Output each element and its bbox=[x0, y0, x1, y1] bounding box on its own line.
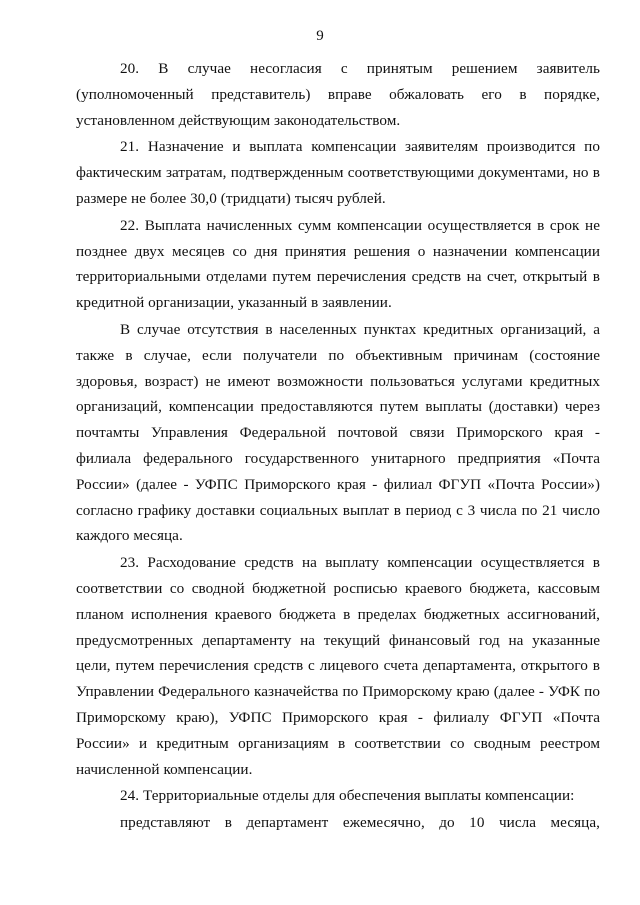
paragraph-24: 24. Территориальные отделы для обеспечения выплаты компенсации: bbox=[120, 787, 575, 805]
document-body bbox=[76, 56, 600, 836]
paragraph-24-item: представляют в департамент ежемесячно, до 10 числа месяца, bbox=[120, 814, 600, 832]
page-number: 9 bbox=[316, 28, 324, 44]
paragraph-21: 21. Назначение и выплата компенсации заявителям производится по фактическим затратам, подтвержденным соответствующими документами, но в размере не более 30,0 (тридцати) тысяч рублей. bbox=[76, 138, 600, 207]
paragraph-23: 23. Расходование средств на выплату компенсации осуществляется в соответствии со сводной бюджетной росписью краевого бюджета, кассовым планом исполнения краевого бюджета в пределах бюджетных ассигнований, предусмотренных департаменту на текущий финансовый год на указанные цели, путем перечисления средств с лицевого счета департамента, открытого в Управлении Федерального казначейства по Приморскому краю (далее - УФК по Приморскому краю), УФПС Приморского края - филиалу ФГУП «Почта России» и кредитным организациям в соответствии со сводным реестром начисленной компенсации. bbox=[76, 554, 600, 778]
paragraph-22-continued: В случае отсутствия в населенных пунктах кредитных организаций, а также в случае, если получатели по объективным причинам (состояние здоровья, возраст) не имеют возможности пользоваться услугами кредитных организаций, компенсации предоставляются путем выплаты (доставки) через почтамты Управления Федеральной почтовой связи Приморского края - филиала федерального государственного унитарного предприятия «Почта России» (далее - УФПС Приморского края - филиал ФГУП «Почта России») согласно графику доставки социальных выплат в период с 3 числа по 21 число каждого месяца. bbox=[76, 320, 600, 545]
paragraph-22: 22. Выплата начисленных сумм компенсации осуществляется в срок не позднее двух месяцев со дня принятия решения о назначении компенсации территориальными отделами путем перечисления средств на счет, открытый в кредитной организации, указанный в заявлении. bbox=[76, 216, 600, 312]
paragraph-20: 20. В случае несогласия с принятым решением заявитель (уполномоченный представитель) вправе обжаловать его в порядке, установленном действующим законодательством. bbox=[76, 60, 600, 129]
